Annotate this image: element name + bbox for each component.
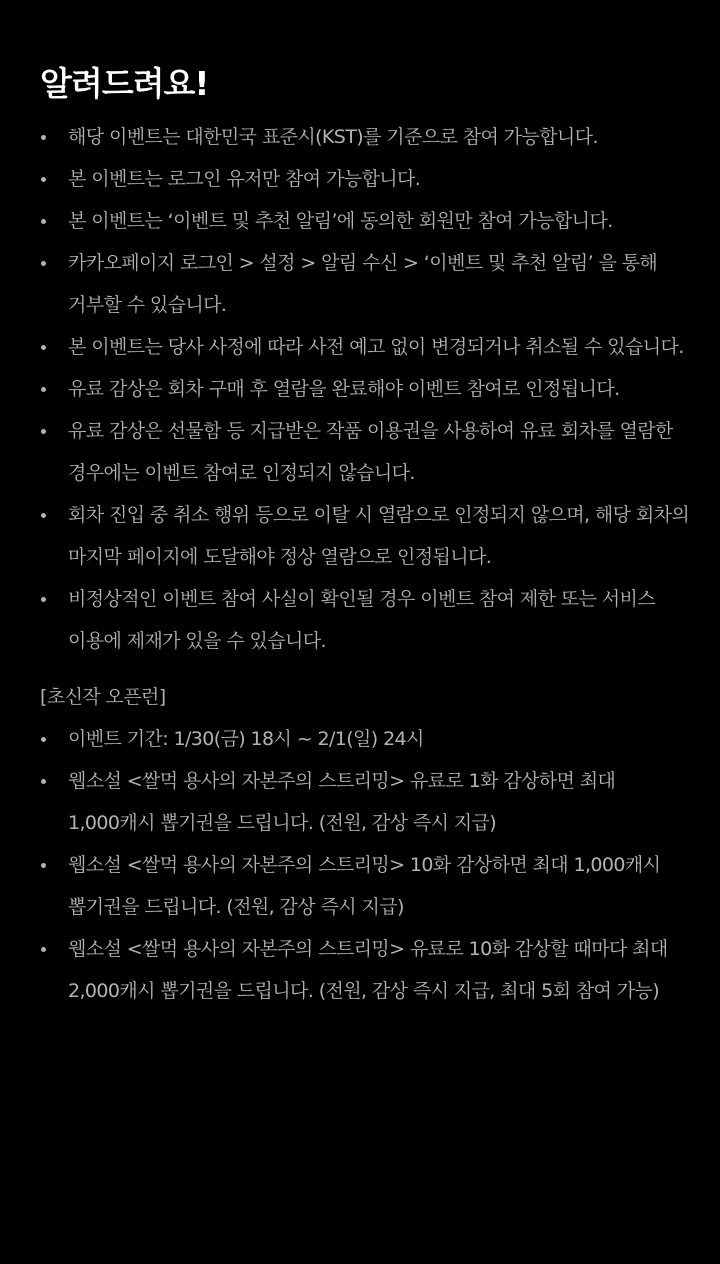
notice-item: 유료 감상은 선물함 등 지급받은 작품 이용권을 사용하여 유료 회차를 열람한 경우에는 이벤트 참여로 인정되지 않습니다. xyxy=(40,410,700,494)
open-run-list xyxy=(40,718,700,1012)
notice-title: 알려드려요! xyxy=(40,64,209,103)
notice-item: 본 이벤트는 ‘이벤트 및 추천 알림’에 동의한 회원만 참여 가능합니다. xyxy=(40,200,700,242)
event-notice xyxy=(40,60,700,1012)
open-run-item: 이벤트 기간: 1/30(금) 18시 ~ 2/1(일) 24시 xyxy=(40,718,700,760)
notice-item: 회차 진입 중 취소 행위 등으로 이탈 시 열람으로 인정되지 않으며, 해당 회차의 마지막 페이지에 도달해야 정상 열람으로 인정됩니다. xyxy=(40,494,700,578)
notice-item: 유료 감상은 회차 구매 후 열람을 완료해야 이벤트 참여로 인정됩니다. xyxy=(40,368,700,410)
notice-item: 해당 이벤트는 대한민국 표준시(KST)를 기준으로 참여 가능합니다. xyxy=(40,116,700,158)
notice-item: 카카오페이지 로그인 > 설정 > 알림 수신 > ‘이벤트 및 추천 알림’ 을 통해 거부할 수 있습니다. xyxy=(40,242,700,326)
notice-item: 본 이벤트는 로그인 유저만 참여 가능합니다. xyxy=(40,158,700,200)
open-run-item: 웹소설 <쌀먹 용사의 자본주의 스트리밍> 유료로 1화 감상하면 최대 1,000캐시 뽑기권을 드립니다. (전원, 감상 즉시 지급) xyxy=(40,760,700,844)
open-run-item: 웹소설 <쌀먹 용사의 자본주의 스트리밍> 유료로 10화 감상할 때마다 최대 2,000캐시 뽑기권을 드립니다. (전원, 감상 즉시 지급, 최대 5회 참여 가능) xyxy=(40,928,700,1012)
notice-item: 본 이벤트는 당사 사정에 따라 사전 예고 없이 변경되거나 취소될 수 있습니다. xyxy=(40,326,700,368)
open-run-item: 웹소설 <쌀먹 용사의 자본주의 스트리밍> 10화 감상하면 최대 1,000캐시 뽑기권을 드립니다. (전원, 감상 즉시 지급) xyxy=(40,844,700,928)
open-run-heading: [초신작 오픈런] xyxy=(40,686,166,708)
notice-item: 비정상적인 이벤트 참여 사실이 확인될 경우 이벤트 참여 제한 또는 서비스 이용에 제재가 있을 수 있습니다. xyxy=(40,578,700,662)
notice-list xyxy=(40,116,700,662)
